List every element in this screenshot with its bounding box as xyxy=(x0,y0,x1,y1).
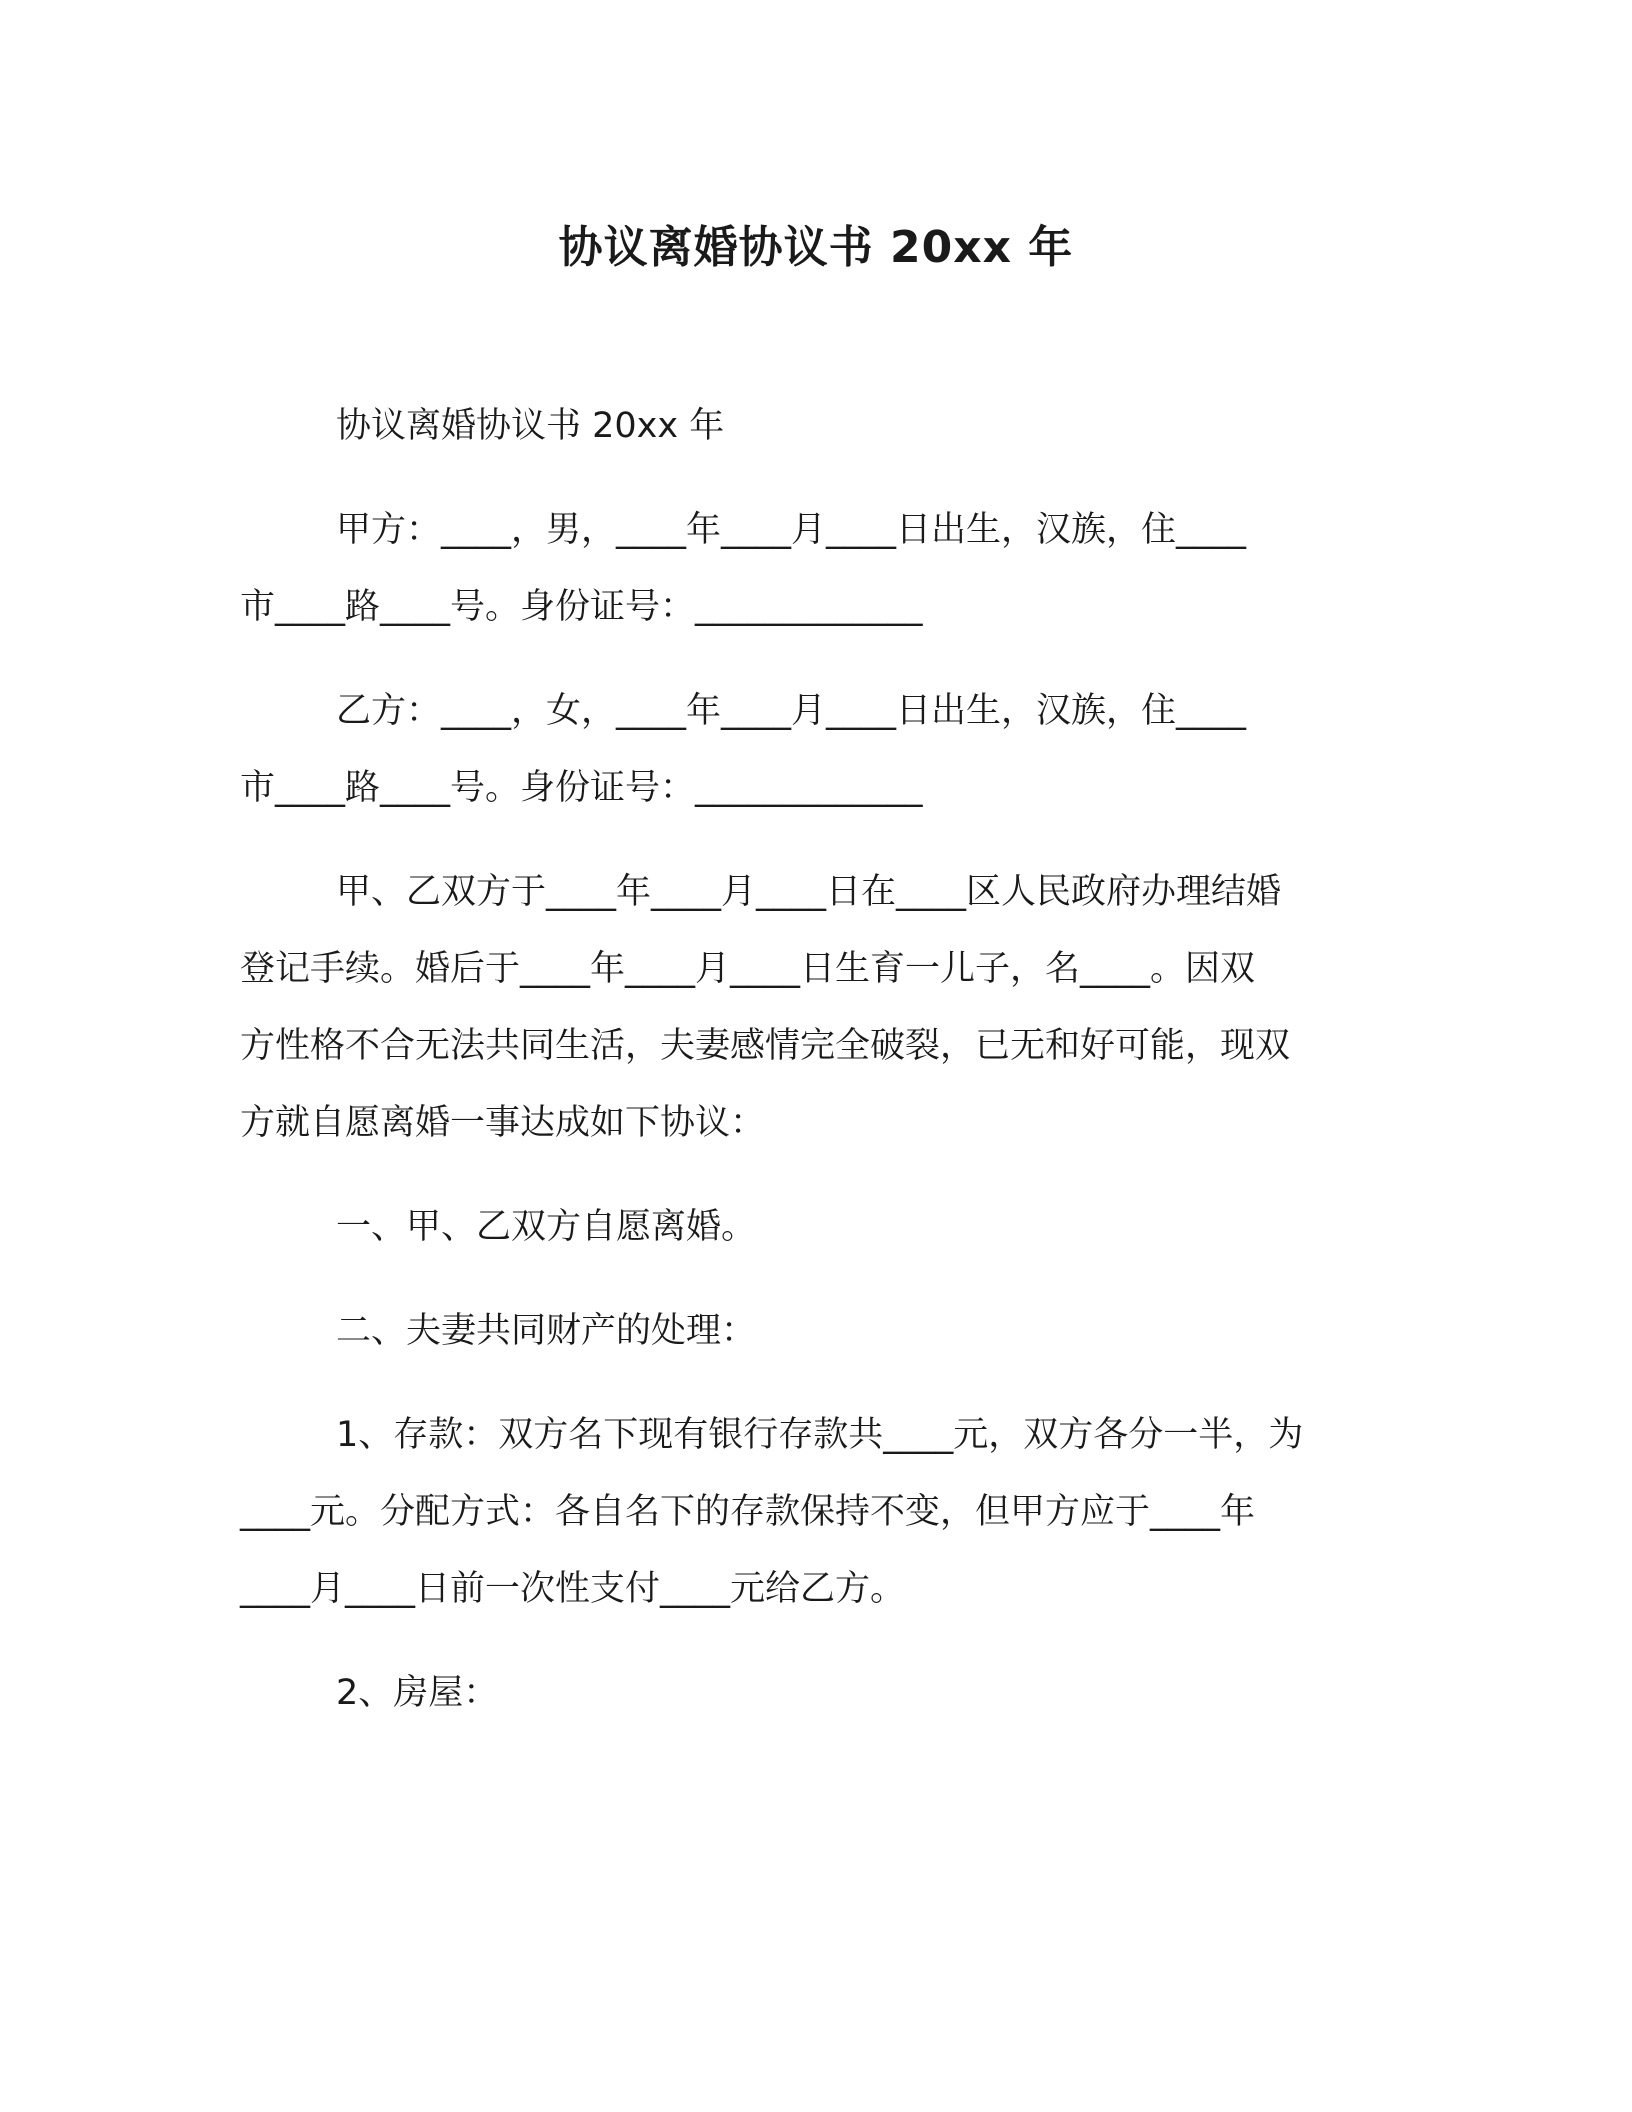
background-paragraph xyxy=(240,854,1375,1162)
document-title: 协议离婚协议书 20xx 年 xyxy=(558,222,1074,273)
clause-2-paragraph xyxy=(240,1293,1375,1370)
house-paragraph xyxy=(240,1655,1375,1732)
party-a-paragraph xyxy=(240,492,1375,646)
background-line-2: 登记手续。婚后于____年____月____日生育一儿子，名____。因双 xyxy=(240,949,1256,989)
deposit-paragraph xyxy=(240,1397,1375,1628)
background-line-4: 方就自愿离婚一事达成如下协议： xyxy=(240,1103,766,1143)
party-b-line-1: 乙方：____，女，____年____月____日出生，汉族，住____ xyxy=(336,691,1247,731)
deposit-line-2: ____元。分配方式：各自名下的存款保持不变，但甲方应于____年 xyxy=(240,1492,1256,1532)
house-text: 2、房屋： xyxy=(336,1673,499,1713)
clause-1-paragraph xyxy=(240,1189,1375,1266)
party-b-paragraph xyxy=(240,673,1375,827)
subtitle-paragraph xyxy=(240,388,1375,465)
party-a-line-2: 市____路____号。身份证号：_____________ xyxy=(240,587,923,627)
party-a-line-1: 甲方：____，男，____年____月____日出生，汉族，住____ xyxy=(336,510,1247,550)
document-body xyxy=(240,388,1375,1732)
background-line-1: 甲、乙双方于____年____月____日在____区人民政府办理结婚 xyxy=(336,872,1282,912)
clause-2-text: 二、夫妻共同财产的处理： xyxy=(336,1311,757,1351)
party-b-line-2: 市____路____号。身份证号：_____________ xyxy=(240,768,923,808)
deposit-line-1: 1、存款：双方名下现有银行存款共____元，双方各分一半，为 xyxy=(336,1415,1304,1455)
background-line-3: 方性格不合无法共同生活，夫妻感情完全破裂，已无和好可能，现双 xyxy=(240,1026,1291,1066)
clause-1-text: 一、甲、乙双方自愿离婚。 xyxy=(336,1207,757,1247)
subtitle-text: 协议离婚协议书 20xx 年 xyxy=(336,406,725,446)
deposit-line-3: ____月____日前一次性支付____元给乙方。 xyxy=(240,1569,906,1609)
